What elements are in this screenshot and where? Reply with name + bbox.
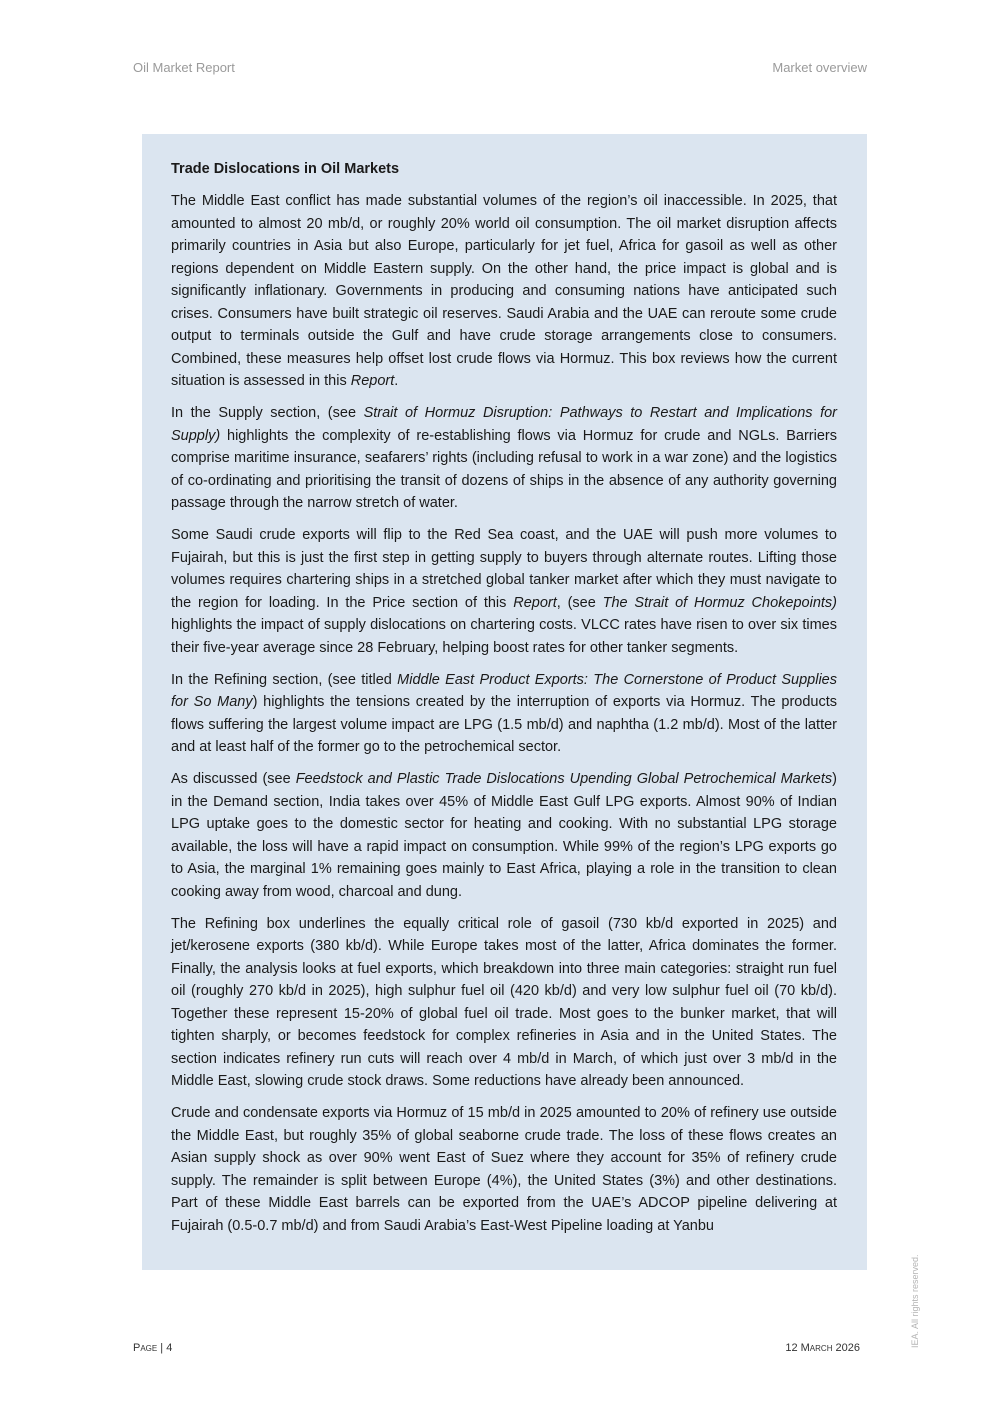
paragraph-3: Some Saudi crude exports will flip to the Red Sea coast, and the UAE will push more volumes to Fujairah, but this is just the first step in getting supply to buyers through alternate routes. Lifting those volumes requires chartering ships in a stretched global tanker market after which they must navigate to the region for loading. In the Price section of this Report, (see The Strait of Hormuz Chokepoints) highlights the impact of supply dislocations on chartering costs. VLCC rates have risen to over six times their five-year average since 28 February, helping boost rates for other tanker segments. <box>171 527 837 656</box>
info-box <box>142 134 867 1270</box>
report-title: Oil Market Report <box>133 60 235 75</box>
paragraph-7: Crude and condensate exports via Hormuz of 15 mb/d in 2025 amounted to 20% of refinery use outside the Middle East, but roughly 35% of global seaborne crude trade. The loss of these flows creates an Asian supply shock as over 90% went East of Suez where they account for 35% of refinery crude supply. The remainder is split between Europe (4%), the United States (3%) and other destinations. Part of these Middle East barrels can be exported from the UAE’s ADCOP pipeline delivering at Fujairah (0.5-0.7 mb/d) and from Saudi Arabia’s East-West Pipeline loading at Yanbu <box>171 1105 837 1234</box>
paragraph-2: In the Supply section, (see Strait of Hormuz Disruption: Pathways to Restart and Implications for Supply) highlights the complexity of re-establishing flows via Hormuz for crude and NGLs. Barriers comprise maritime insurance, seafarers’ rights (including refusal to work in a war zone) and the logistics of co-ordinating and prioritising the transit of dozens of ships in the absence of any authority governing passage through the narrow stretch of water. <box>171 405 837 511</box>
rights-notice: IEA. All rights reserved. <box>910 1254 920 1348</box>
paragraph-5: As discussed (see Feedstock and Plastic Trade Dislocations Upending Global Petrochemical Markets) in the Demand section, India takes over 45% of Middle East Gulf LPG exports. Almost 90% of Indian LPG uptake goes to the domestic sector for heating and cooking. With no substantial LPG storage available, the loss will have a rapid impact on consumption. While 99% of the region’s LPG exports go to Asia, the marginal 1% remaining goes mainly to East Africa, playing a role in the transition to clean cooking away from wood, charcoal and dung. <box>171 771 837 900</box>
paragraph-6: The Refining box underlines the equally critical role of gasoil (730 kb/d exported in 2025) and jet/kerosene exports (380 kb/d). While Europe takes most of the latter, Africa dominates the former. Finally, the analysis looks at fuel exports, which breakdown into three main categories: straight run fuel oil (roughly 270 kb/d in 2025), high sulphur fuel oil (420 kb/d) and very low sulphur fuel oil (70 kb/d). Together these represent 15-20% of global fuel oil trade. Most goes to the bunker market, that will tighten sharply, or becomes feedstock for complex refineries in Asia and in the United States. The section indicates refinery run cuts will reach over 4 mb/d in March, of which just over 3 mb/d in the Middle East, slowing crude stock draws. Some reductions have already been announced. <box>171 915 837 1089</box>
paragraph-4: In the Refining section, (see titled Middle East Product Exports: The Cornerstone of Product Supplies for So Many) highlights the tensions created by the interruption of exports via Hormuz. The products flows suffering the largest volume impact are LPG (1.5 mb/d) and naphtha (1.2 mb/d). Most of the latter and at least half of the former go to the petrochemical sector. <box>171 671 837 755</box>
paragraph-1: The Middle East conflict has made substantial volumes of the region’s oil inaccessible. In 2025, that amounted to almost 20 mb/d, or roughly 20% world oil consumption. The oil market disruption affects primarily countries in Asia but also Europe, particularly for jet fuel, Africa for gasoil as well as other regions dependent on Middle Eastern supply. On the other hand, the price impact is global and is significantly inflationary. Governments in producing and consuming nations have anticipated such crises. Consumers have built strategic oil reserves. Saudi Arabia and the UAE can reroute some crude output to terminals outside the Gulf and have crude storage arrangements close to consumers. Combined, these measures help offset lost crude flows via Hormuz. This box reviews how the current situation is assessed in this Report. <box>171 193 837 389</box>
report-date: 12 March 2026 <box>785 1342 860 1354</box>
page-number: Page | 4 <box>133 1342 173 1354</box>
section-title: Market overview <box>772 60 867 75</box>
box-title: Trade Dislocations in Oil Markets <box>171 161 400 177</box>
